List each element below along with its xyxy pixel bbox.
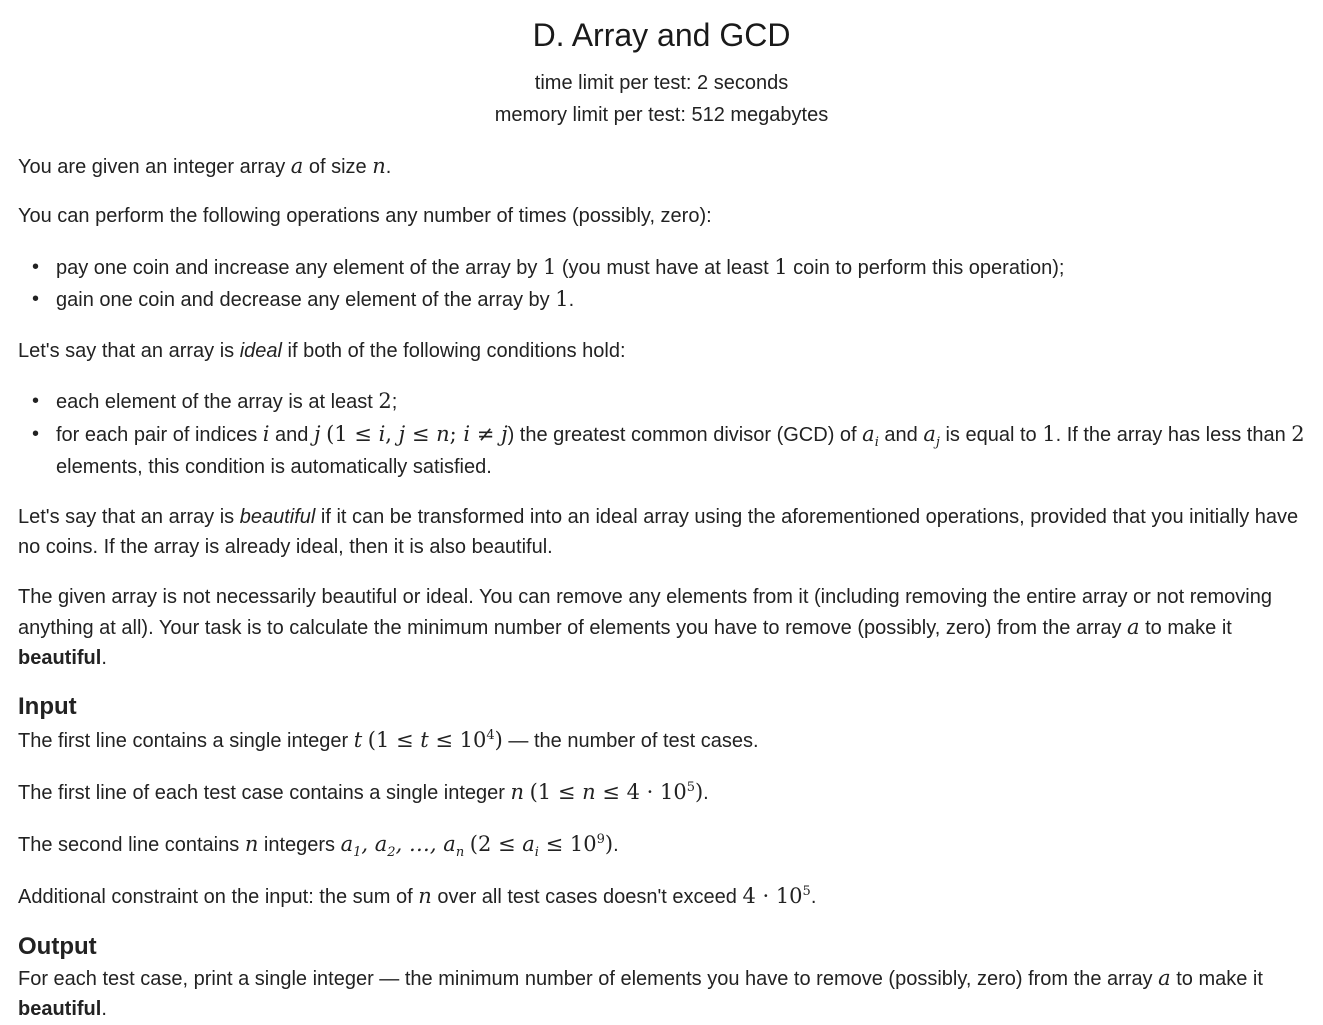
time-limit: time limit per test: 2 seconds <box>534 72 789 94</box>
list-item: • pay one coin and increase any element of the array by 1 (you must have at least 1 coin to perform this operation); <box>18 252 1308 284</box>
problem-title: D. Array and GCD <box>532 17 791 53</box>
statement-paragraph-2: You can perform the following operations any number of times (possibly, zero): <box>18 205 712 227</box>
list-item: • for each pair of indices i and j (1 ≤ i, j ≤ n; i ≠ j) the greatest common divisor (GCD) of $a_i$ and $a_j$ is equal to 1. If the array has less than 2 elements, this condition is automatically satisfied. <box>18 418 1308 483</box>
input-line-4: Additional constraint on the input: the sum of n over all test cases doesn't exceed $4 \cdot 10^5$. <box>18 884 817 908</box>
conditions-list <box>18 386 1308 483</box>
input-line-2: The first line of each test case contains a single integer n $(1 \le n \le 4 \cdot 10^5)$. <box>18 780 709 804</box>
input-line-1: The first line contains a single integer t $(1 \le t \le 10^4)$ — the number of test cases. <box>18 728 759 752</box>
memory-limit: memory limit per test: 512 megabytes <box>494 104 829 126</box>
operations-list <box>18 252 1308 316</box>
output-heading: Output <box>18 933 97 960</box>
beautiful-definition: Let's say that an array is beautiful if it can be transformed into an ideal array using the aforementioned operations, provided that you initially have no coins. If the array is already ideal, then it is also beautiful. <box>18 506 1299 558</box>
ideal-definition: Let's say that an array is ideal if both of the following conditions hold: <box>18 340 626 362</box>
output-line-1: For each test case, print a single integer — the minimum number of elements you have to remove (possibly, zero) from the array a to make it beautiful. <box>18 966 1263 1020</box>
input-line-3: The second line contains n integers $a_1$, $a_2$, …, $a_n$ $(2 \le a_i \le 10^9)$. <box>18 832 619 861</box>
list-item: • gain one coin and decrease any element of the array by 1. <box>18 284 1308 316</box>
list-item: • each element of the array is at least 2; <box>18 386 1308 418</box>
statement-paragraph-1: You are given an integer array a of size n. <box>18 154 392 178</box>
input-heading: Input <box>18 693 77 720</box>
task-paragraph: The given array is not necessarily beautiful or ideal. You can remove any elements from it (including removing the entire array or not removing anything at all). Your task is to calculate the minimum number of elements you have to remove (possibly, zero) from the array a to make it beautiful. <box>18 586 1272 669</box>
